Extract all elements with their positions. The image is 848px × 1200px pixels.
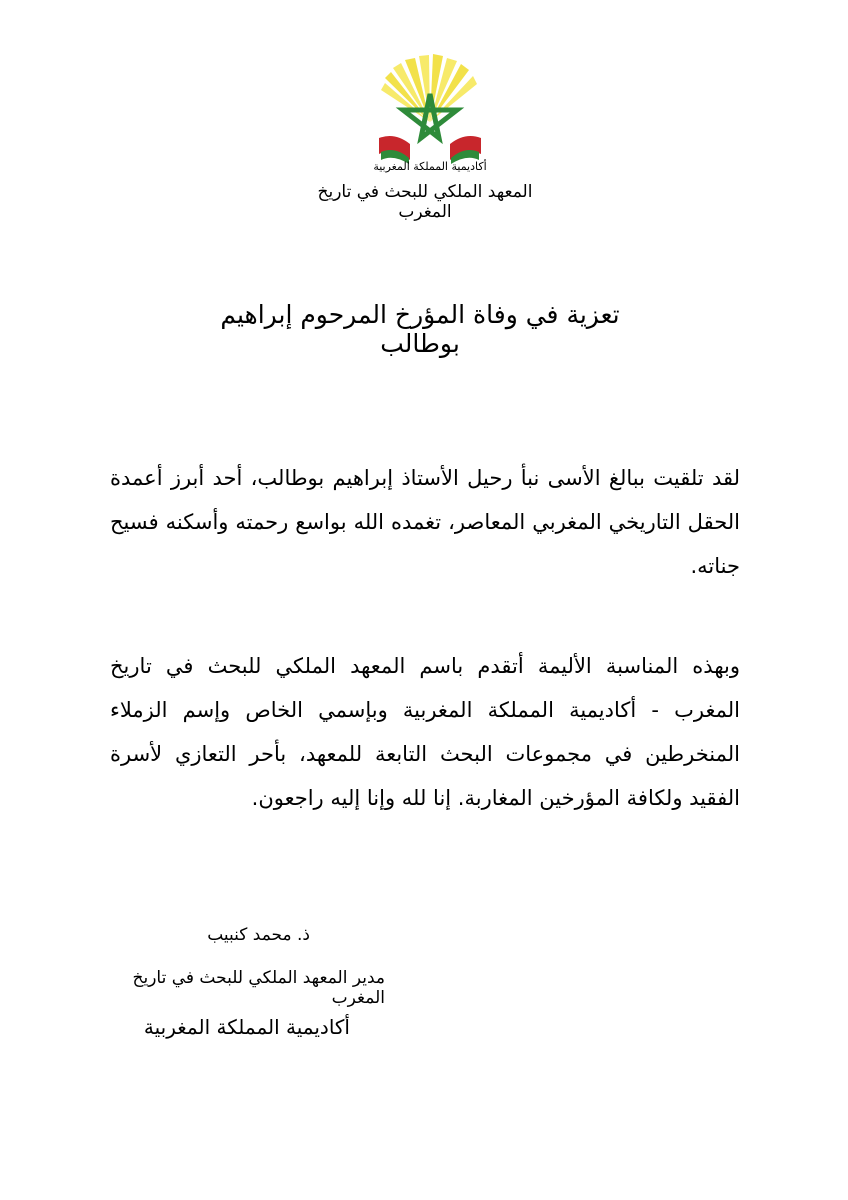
body-paragraph-1: لقد تلقيت ببالغ الأسى نبأ رحيل الأستاذ إبراهيم بوطالب، أحد أبرز أعمدة الحقل التاريخي المغربي المعاصر، تغمده الله بواسع رحمته وأسكنه فسيح جناته. [110, 466, 740, 578]
letter-title: تعزية في وفاة المؤرخ المرحوم إبراهيم بوطالب [220, 300, 620, 358]
signatory-organization: أكاديمية المملكة المغربية [143, 1015, 350, 1039]
institute-name: المعهد الملكي للبحث في تاريخ المغرب [317, 182, 533, 222]
body-paragraph-2: وبهذه المناسبة الأليمة أتقدم باسم المعهد الملكي للبحث في تاريخ المغرب - أكاديمية المملكة المغربية وبإسمي الخاص وإسم الزملاء المنخرطين في مجموعات البحث التابعة للمعهد، بأحر التعازي لأسرة الفقيد ولكافة المؤرخين المغاربة. إنا لله وإنا إليه راجعون. [110, 654, 740, 810]
signatory-name: ذ. محمد كنبيب [207, 925, 310, 945]
logo-caption: أكاديمية المملكة المغربية [373, 160, 487, 173]
signatory-role: مدير المعهد الملكي للبحث في تاريخ المغرب [132, 968, 385, 1008]
